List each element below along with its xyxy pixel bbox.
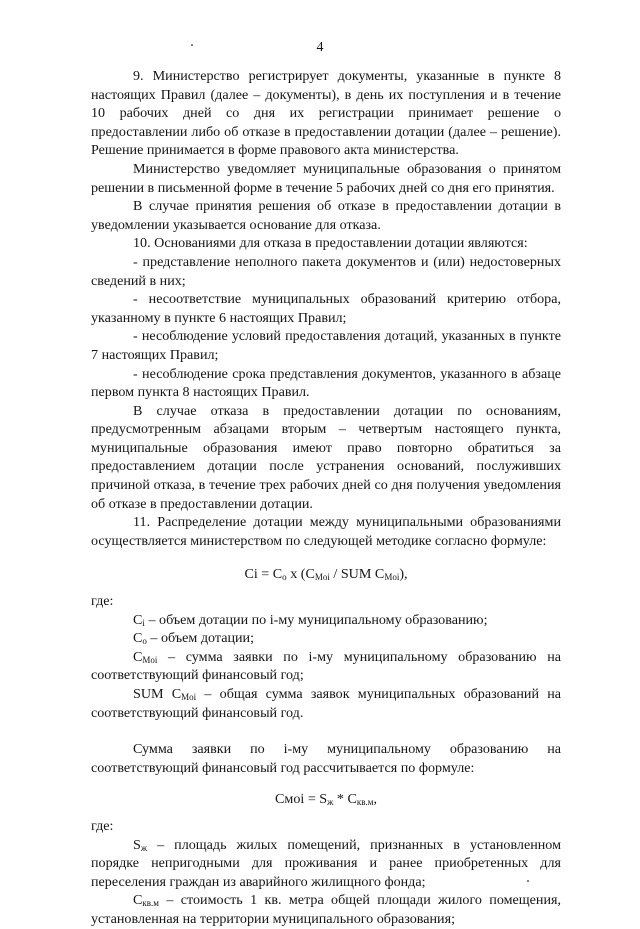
paragraph-item-10: 10. Основаниями для отказа в предоставлении дотации являются: bbox=[133, 235, 528, 252]
paragraph-sum-calculation: Сумма заявки по i-му муниципальному образованию на соответствующий финансовый год рассчитывается по формуле: bbox=[91, 741, 561, 776]
paragraph-refusal-reason: В случае принятия решения об отказе в предоставлении дотации в уведомлении указывается основание для отказа. bbox=[91, 198, 561, 233]
scan-speck bbox=[191, 44, 193, 46]
definition-co: $C_o$ – объем дотации; bbox=[133, 630, 255, 647]
definition-cmoi: $C_{Moi}$ – сумма заявки по i-му муниципальному образованию на соответствующий финансовый год; bbox=[91, 648, 561, 684]
definition-sum-cmoi: SUM $C_{Moi}$ – общая сумма заявок муниципальных образований на соответствующий финансовый год. bbox=[91, 686, 561, 721]
paragraph-resubmission: В случае отказа в предоставлении дотации по основаниям, предусмотренным абзацами вторым – четвертым настоящего пункта, муниципальные образования имеют право повторно обратиться за предоставлением дотации после устранения оснований, послуживших причиной отказа, в течение трех рабочих дней со дня получения уведомления об отказе в предоставлении дотации. bbox=[91, 402, 561, 512]
paragraph-item-11: 11. Распределение дотации между муниципальными образованиями осуществляется министерством по следующей методике согласно формуле: bbox=[91, 514, 561, 549]
definition-ckvm: $C_{кв.м}$ – стоимость 1 кв. метра общей площади жилого помещения, установленная на территории муниципального образования; bbox=[91, 892, 561, 927]
spacer bbox=[91, 722, 561, 740]
list-item-deadline-breach: - несоблюдение срока представления документов, указанного в абзаце первом пункта 8 настоящих Правил. bbox=[91, 365, 561, 401]
where-label-2: где: bbox=[91, 817, 114, 834]
paragraph-notify: Министерство уведомляет муниципальные образования о принятом решении в письменной форме в течение 5 рабочих дней со дня его принятия. bbox=[91, 160, 561, 196]
definition-sz: $S_ж$ – площадь жилых помещений, признанных в установленном порядке непригодными для проживания и ранее приобретенных для переселения граждан из аварийного жилищного фонда; bbox=[91, 836, 561, 890]
where-label-1: где: bbox=[91, 593, 114, 610]
list-item-incomplete-docs: - представление неполного пакета документов и (или) недостоверных сведений в них; bbox=[91, 253, 561, 289]
definition-ci: $C_i$ – объем дотации по i-му муниципальному образованию; bbox=[133, 611, 488, 628]
list-item-conditions-breach: - несоблюдение условий предоставления дотаций, указанных в пункте 7 настоящих Правил; bbox=[91, 328, 561, 363]
page-number: 4 bbox=[316, 40, 324, 55]
formula-request-sum: Cмоi = $S_ж * C_{кв.м}$, bbox=[275, 791, 377, 808]
document-body bbox=[91, 67, 561, 929]
scan-speck bbox=[527, 880, 529, 882]
paragraph-item-9: 9. Министерство регистрирует документы, указанные в пункте 8 настоящих Правил (далее – документы), в день их поступления и в течение 10 рабочих дней со дня их регистрации принимает решение о предоставлении либо об отказе в предоставлении дотации (далее – решение). Решение принимается в форме правового акта министерства. bbox=[91, 68, 561, 159]
list-item-criteria-mismatch: - несоответствие муниципальных образований критерию отбора, указанному в пункте 6 настоящих Правил; bbox=[91, 291, 561, 326]
formula-distribution: $Ci = C_o$ x ($C_{Moi}$ / SUM $C_{Moi}$), bbox=[244, 566, 408, 583]
